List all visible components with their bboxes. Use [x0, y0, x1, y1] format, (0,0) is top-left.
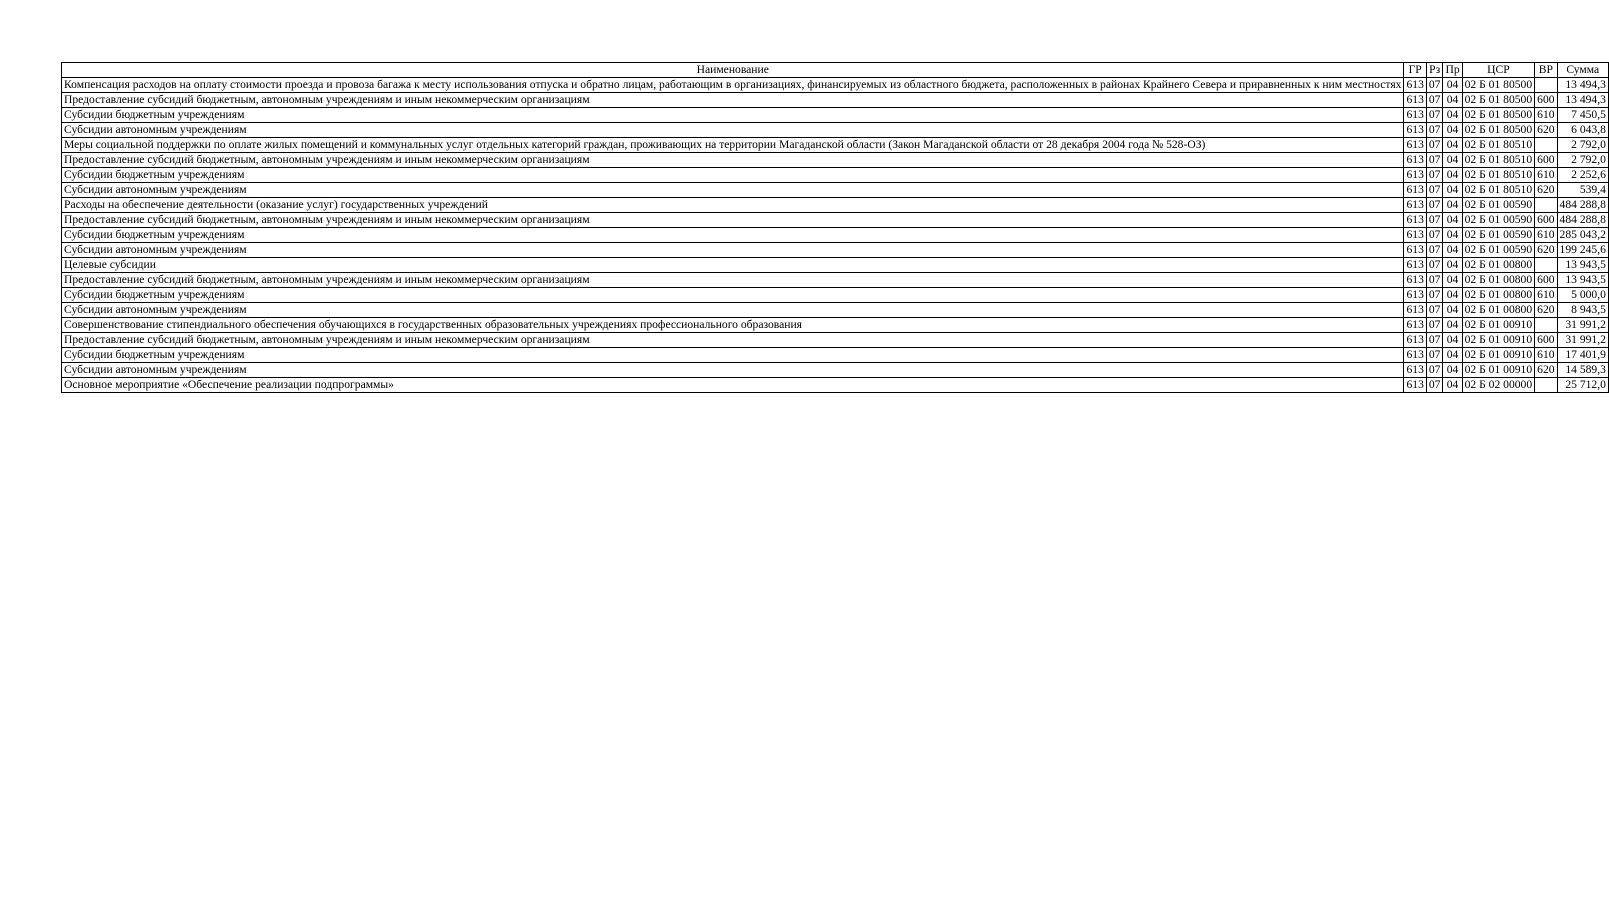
row-name: Предоставление субсидий бюджетным, автономным учреждениям и иным некоммерческим организациям: [62, 153, 1404, 168]
row-sum: 285 043,2: [1557, 228, 1608, 243]
row-sum: 14 589,3: [1557, 363, 1608, 378]
table-row: [62, 228, 1609, 243]
row-sum: 484 288,8: [1557, 213, 1608, 228]
row-gr: 613: [1404, 213, 1426, 228]
row-vr: 620: [1535, 123, 1557, 138]
row-gr: 613: [1404, 138, 1426, 153]
row-gr: 613: [1404, 243, 1426, 258]
row-name: Субсидии автономным учреждениям: [62, 303, 1404, 318]
row-gr: 613: [1404, 168, 1426, 183]
row-sum: 5 000,0: [1557, 288, 1608, 303]
row-csr: 02 Б 01 80510: [1462, 183, 1535, 198]
row-rz: 07: [1426, 198, 1443, 213]
row-gr: 613: [1404, 348, 1426, 363]
row-vr: 610: [1535, 348, 1557, 363]
row-vr: 610: [1535, 168, 1557, 183]
row-csr: 02 Б 01 00910: [1462, 348, 1535, 363]
row-name: Совершенствование стипендиального обеспечения обучающихся в государственных образовательных учреждениях профессионального образования: [62, 318, 1404, 333]
row-sum: 31 991,2: [1557, 318, 1608, 333]
row-sum: 2 792,0: [1557, 138, 1608, 153]
row-vr: 600: [1535, 213, 1557, 228]
row-sum: 25 712,0: [1557, 378, 1608, 393]
row-name: Предоставление субсидий бюджетным, автономным учреждениям и иным некоммерческим организациям: [62, 213, 1404, 228]
row-rz: 07: [1426, 348, 1443, 363]
row-gr: 613: [1404, 363, 1426, 378]
row-vr: [1535, 198, 1557, 213]
row-vr: [1535, 318, 1557, 333]
row-vr: 620: [1535, 303, 1557, 318]
row-sum: 199 245,6: [1557, 243, 1608, 258]
row-name: Предоставление субсидий бюджетным, автономным учреждениям и иным некоммерческим организациям: [62, 273, 1404, 288]
table-row: [62, 183, 1609, 198]
row-sum: 13 943,5: [1557, 258, 1608, 273]
row-name: Предоставление субсидий бюджетным, автономным учреждениям и иным некоммерческим организациям: [62, 333, 1404, 348]
row-sum: 7 450,5: [1557, 108, 1608, 123]
row-name: Субсидии автономным учреждениям: [62, 363, 1404, 378]
row-sum: 13 494,3: [1557, 93, 1608, 108]
row-pr: 04: [1443, 378, 1462, 393]
row-rz: 07: [1426, 243, 1443, 258]
row-sum: 539,4: [1557, 183, 1608, 198]
row-name: Целевые субсидии: [62, 258, 1404, 273]
row-name: Субсидии бюджетным учреждениям: [62, 168, 1404, 183]
row-name: Субсидии автономным учреждениям: [62, 183, 1404, 198]
row-pr: 04: [1443, 138, 1462, 153]
row-sum: 8 943,5: [1557, 303, 1608, 318]
row-sum: 2 792,0: [1557, 153, 1608, 168]
row-rz: 07: [1426, 363, 1443, 378]
row-gr: 613: [1404, 153, 1426, 168]
row-sum: 6 043,8: [1557, 123, 1608, 138]
row-vr: [1535, 258, 1557, 273]
table-row: [62, 273, 1609, 288]
row-sum: 13 943,5: [1557, 273, 1608, 288]
row-csr: 02 Б 01 80500: [1462, 78, 1535, 93]
row-csr: 02 Б 01 80500: [1462, 108, 1535, 123]
row-rz: 07: [1426, 78, 1443, 93]
row-gr: 613: [1404, 303, 1426, 318]
row-gr: 613: [1404, 123, 1426, 138]
row-vr: 600: [1535, 153, 1557, 168]
row-rz: 07: [1426, 153, 1443, 168]
row-csr: 02 Б 01 00800: [1462, 258, 1535, 273]
row-rz: 07: [1426, 183, 1443, 198]
row-gr: 613: [1404, 288, 1426, 303]
row-pr: 04: [1443, 318, 1462, 333]
row-pr: 04: [1443, 288, 1462, 303]
row-pr: 04: [1443, 273, 1462, 288]
row-pr: 04: [1443, 228, 1462, 243]
row-name: Субсидии бюджетным учреждениям: [62, 228, 1404, 243]
row-gr: 613: [1404, 378, 1426, 393]
table-row: [62, 288, 1609, 303]
row-csr: 02 Б 01 00910: [1462, 318, 1535, 333]
row-name: Субсидии бюджетным учреждениям: [62, 348, 1404, 363]
row-name: Предоставление субсидий бюджетным, автономным учреждениям и иным некоммерческим организациям: [62, 93, 1404, 108]
row-pr: 04: [1443, 183, 1462, 198]
row-vr: 600: [1535, 333, 1557, 348]
row-rz: 07: [1426, 228, 1443, 243]
table-row: [62, 333, 1609, 348]
row-pr: 04: [1443, 243, 1462, 258]
row-pr: 04: [1443, 198, 1462, 213]
table-row: [62, 168, 1609, 183]
row-rz: 07: [1426, 213, 1443, 228]
row-vr: [1535, 138, 1557, 153]
row-gr: 613: [1404, 258, 1426, 273]
row-sum: 484 288,8: [1557, 198, 1608, 213]
row-name: Меры социальной поддержки по оплате жилых помещений и коммунальных услуг отдельных категорий граждан, проживающих на территории Магаданской области (Закон Магаданской области от 28 декабря 2004 года № 528-ОЗ): [62, 138, 1404, 153]
table-row: [62, 123, 1609, 138]
row-rz: 07: [1426, 123, 1443, 138]
row-vr: 620: [1535, 363, 1557, 378]
row-pr: 04: [1443, 213, 1462, 228]
row-pr: 04: [1443, 108, 1462, 123]
row-name: Субсидии бюджетным учреждениям: [62, 288, 1404, 303]
row-rz: 07: [1426, 138, 1443, 153]
row-csr: 02 Б 01 80510: [1462, 138, 1535, 153]
row-pr: 04: [1443, 348, 1462, 363]
table-row: [62, 153, 1609, 168]
row-csr: 02 Б 01 00800: [1462, 303, 1535, 318]
row-csr: 02 Б 01 80500: [1462, 93, 1535, 108]
header-sum: Сумма: [1557, 63, 1608, 78]
table-row: [62, 213, 1609, 228]
row-rz: 07: [1426, 168, 1443, 183]
row-gr: 613: [1404, 108, 1426, 123]
document-page: [61, 62, 1609, 393]
row-rz: 07: [1426, 258, 1443, 273]
row-gr: 613: [1404, 273, 1426, 288]
row-csr: 02 Б 01 00590: [1462, 228, 1535, 243]
row-name: Основное мероприятие «Обеспечение реализации подпрограммы»: [62, 378, 1404, 393]
row-gr: 613: [1404, 333, 1426, 348]
row-sum: 17 401,9: [1557, 348, 1608, 363]
row-csr: 02 Б 01 00800: [1462, 288, 1535, 303]
row-vr: 600: [1535, 93, 1557, 108]
table-body: [62, 78, 1609, 393]
row-vr: 600: [1535, 273, 1557, 288]
row-name: Субсидии бюджетным учреждениям: [62, 108, 1404, 123]
row-rz: 07: [1426, 333, 1443, 348]
row-name: Расходы на обеспечение деятельности (оказание услуг) государственных учреждений: [62, 198, 1404, 213]
row-vr: [1535, 78, 1557, 93]
row-gr: 613: [1404, 183, 1426, 198]
row-vr: 620: [1535, 243, 1557, 258]
row-rz: 07: [1426, 108, 1443, 123]
row-pr: 04: [1443, 123, 1462, 138]
table-row: [62, 198, 1609, 213]
row-vr: 610: [1535, 108, 1557, 123]
table-row: [62, 318, 1609, 333]
row-sum: 31 991,2: [1557, 333, 1608, 348]
table-row: [62, 93, 1609, 108]
row-gr: 613: [1404, 228, 1426, 243]
row-rz: 07: [1426, 288, 1443, 303]
row-gr: 613: [1404, 78, 1426, 93]
table-row: [62, 258, 1609, 273]
row-csr: 02 Б 01 00800: [1462, 273, 1535, 288]
row-rz: 07: [1426, 378, 1443, 393]
row-gr: 613: [1404, 198, 1426, 213]
row-csr: 02 Б 01 80510: [1462, 153, 1535, 168]
row-pr: 04: [1443, 303, 1462, 318]
row-vr: 610: [1535, 228, 1557, 243]
row-rz: 07: [1426, 303, 1443, 318]
table-row: [62, 363, 1609, 378]
row-rz: 07: [1426, 273, 1443, 288]
table-row: [62, 108, 1609, 123]
row-rz: 07: [1426, 93, 1443, 108]
row-csr: 02 Б 01 00910: [1462, 333, 1535, 348]
row-csr: 02 Б 01 80500: [1462, 123, 1535, 138]
row-vr: [1535, 378, 1557, 393]
table-row: [62, 348, 1609, 363]
row-sum: 2 252,6: [1557, 168, 1608, 183]
row-gr: 613: [1404, 318, 1426, 333]
row-csr: 02 Б 01 00590: [1462, 243, 1535, 258]
header-vr: ВР: [1535, 63, 1557, 78]
row-sum: 13 494,3: [1557, 78, 1608, 93]
row-csr: 02 Б 01 00590: [1462, 213, 1535, 228]
row-pr: 04: [1443, 333, 1462, 348]
header-rz: Рз: [1426, 63, 1443, 78]
row-pr: 04: [1443, 78, 1462, 93]
row-name: Субсидии автономным учреждениям: [62, 243, 1404, 258]
row-vr: 620: [1535, 183, 1557, 198]
row-pr: 04: [1443, 153, 1462, 168]
table-row: [62, 378, 1609, 393]
row-name: Компенсация расходов на оплату стоимости проезда и провоза багажа к месту использования отпуска и обратно лицам, работающим в организациях, финансируемых из областного бюджета, расположенных в районах Крайнего Севера и приравненных к ним местностях: [62, 78, 1404, 93]
row-csr: 02 Б 02 00000: [1462, 378, 1535, 393]
budget-table: [61, 62, 1609, 393]
header-pr: Пр: [1443, 63, 1462, 78]
row-rz: 07: [1426, 318, 1443, 333]
row-pr: 04: [1443, 258, 1462, 273]
row-gr: 613: [1404, 93, 1426, 108]
row-csr: 02 Б 01 00910: [1462, 363, 1535, 378]
header-gr: ГР: [1404, 63, 1426, 78]
row-csr: 02 Б 01 80510: [1462, 168, 1535, 183]
row-pr: 04: [1443, 168, 1462, 183]
row-pr: 04: [1443, 93, 1462, 108]
table-row: [62, 303, 1609, 318]
table-row: [62, 78, 1609, 93]
table-row: [62, 138, 1609, 153]
row-csr: 02 Б 01 00590: [1462, 198, 1535, 213]
row-pr: 04: [1443, 363, 1462, 378]
table-row: [62, 243, 1609, 258]
header-name: Наименование: [62, 63, 1404, 78]
row-vr: 610: [1535, 288, 1557, 303]
table-header-row: [62, 63, 1609, 78]
header-csr: ЦСР: [1462, 63, 1535, 78]
row-name: Субсидии автономным учреждениям: [62, 123, 1404, 138]
